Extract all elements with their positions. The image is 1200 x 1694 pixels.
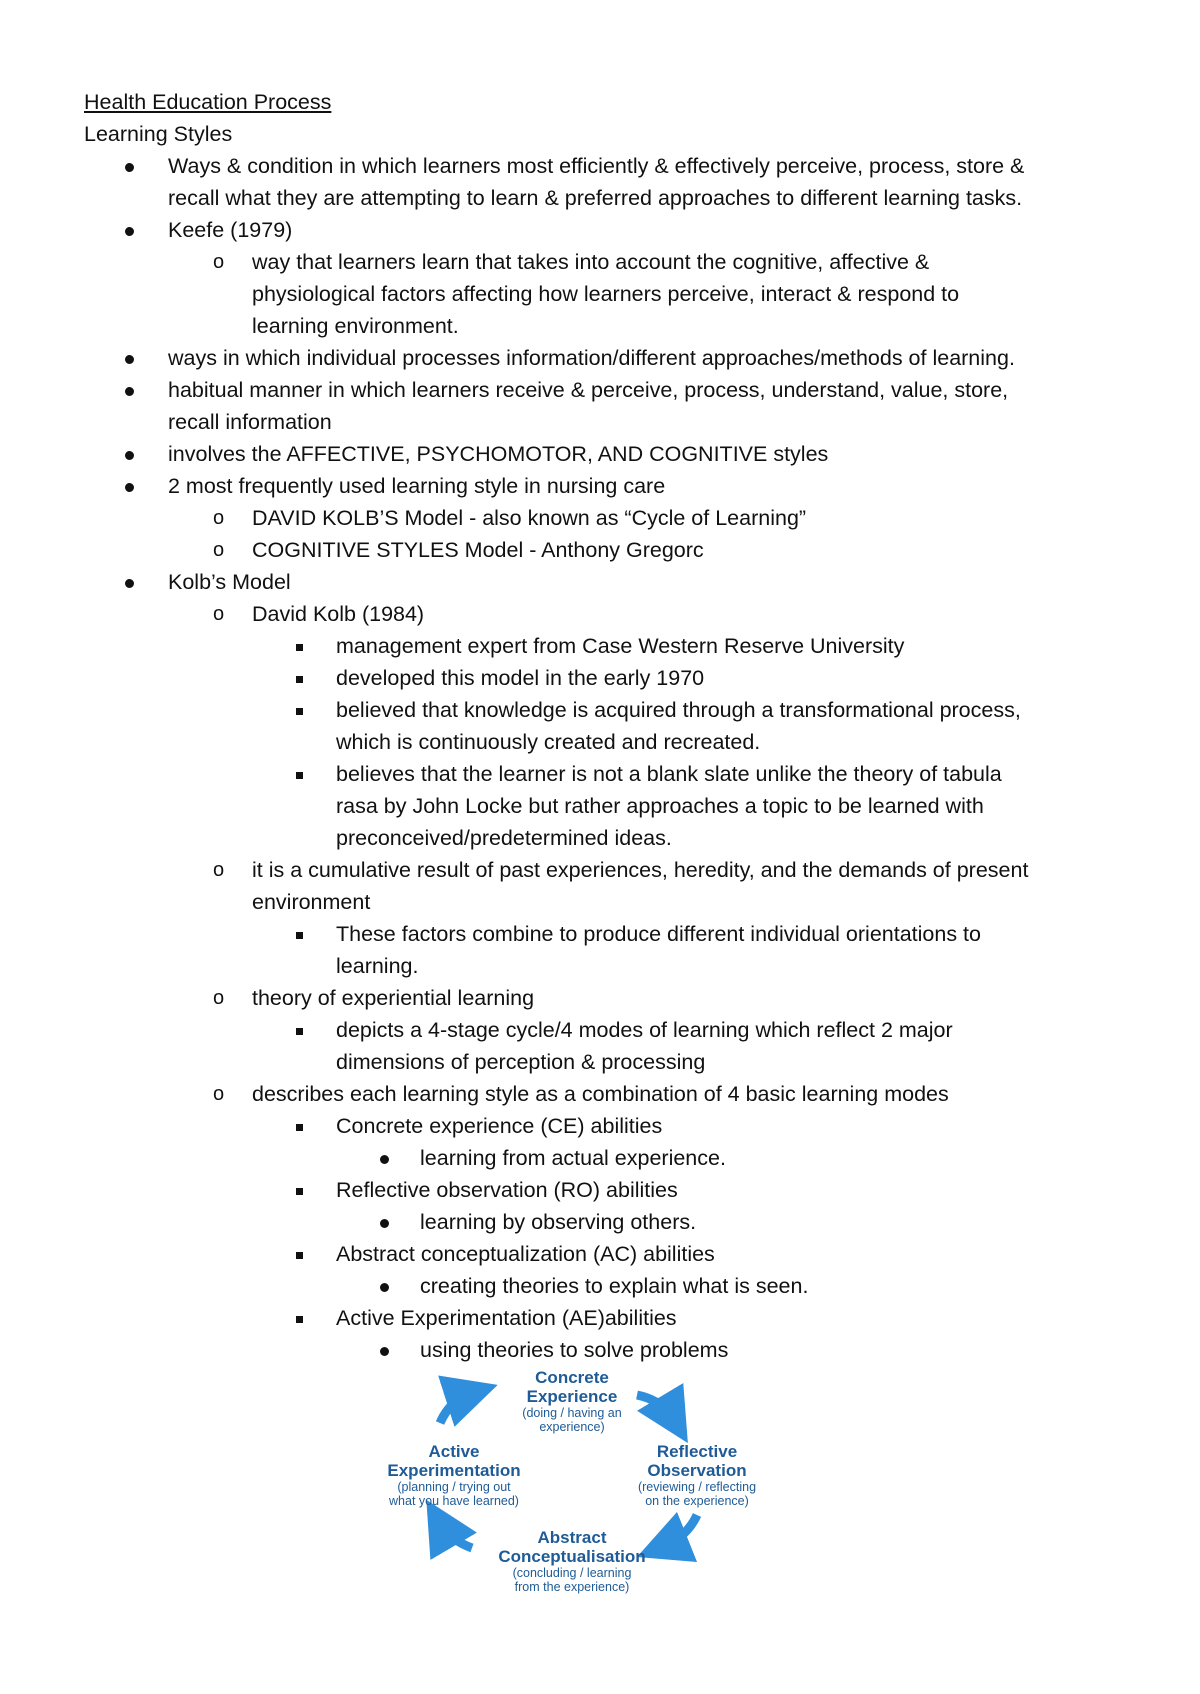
bullet-marker	[125, 566, 134, 598]
bullet-marker	[380, 1142, 389, 1174]
text-line: 2 most frequently used learning style in nursing care	[168, 474, 666, 498]
text-line: creating theories to explain what is seen.	[420, 1274, 809, 1298]
text-line: learning.	[336, 954, 419, 978]
reflective-title-1: Reflective	[656, 1442, 738, 1461]
reflective-sub-1: (reviewing / reflecting	[637, 1480, 757, 1494]
kolb-cycle-diagram	[362, 1365, 778, 1605]
square-bullet-marker	[296, 1110, 303, 1142]
active-sub-1: (planning / trying out	[397, 1480, 511, 1494]
text-line: learning by observing others.	[420, 1210, 697, 1234]
square-bullet-marker	[296, 1174, 303, 1206]
sub-bullet-marker: o	[213, 859, 225, 881]
text-line: Abstract conceptualization (AC) abilities	[336, 1242, 715, 1266]
text-line: preconceived/predetermined ideas.	[336, 826, 672, 850]
sub-bullet-marker: o	[213, 507, 225, 529]
concrete-title-1: Concrete	[535, 1368, 609, 1387]
text-line: ways in which individual processes information/different approaches/methods of learning.	[168, 346, 1015, 370]
concrete-sub-2: experience)	[539, 1420, 605, 1434]
text-line: Kolb’s Model	[168, 570, 291, 594]
bullet-marker	[125, 150, 134, 182]
bullet-marker	[125, 214, 134, 246]
sub-bullet-marker: o	[213, 1083, 225, 1105]
sub-bullet-marker: o	[213, 251, 225, 273]
sub-bullet-marker: o	[213, 539, 225, 561]
abstract-title-1: Abstract	[537, 1528, 607, 1547]
arrow-icon	[637, 1395, 674, 1420]
text-line: Ways & condition in which learners most efficiently & effectively perceive, process, store &	[168, 154, 1025, 178]
reflective-sub-2: on the experience)	[645, 1494, 749, 1508]
square-bullet-marker	[296, 1238, 303, 1270]
text-line: believed that knowledge is acquired through a transformational process,	[336, 698, 1021, 722]
square-bullet-marker	[296, 918, 303, 950]
text-line: describes each learning style as a combination of 4 basic learning modes	[252, 1082, 949, 1106]
concrete-title-2: Experience	[526, 1387, 618, 1406]
sub-bullet-marker: o	[213, 987, 225, 1009]
square-bullet-marker	[296, 1014, 303, 1046]
doc-subtitle: Learning Styles	[84, 122, 233, 146]
square-bullet-marker	[296, 758, 303, 790]
text-line: David Kolb (1984)	[252, 602, 425, 626]
text-line: management expert from Case Western Reserve University	[336, 634, 905, 658]
arrow-icon	[440, 1523, 472, 1548]
reflective-title-2: Observation	[647, 1461, 747, 1480]
active-sub-2: what you have learned)	[389, 1494, 519, 1508]
bullet-marker	[125, 470, 134, 502]
text-line: using theories to solve problems	[420, 1338, 729, 1362]
text-line: environment	[252, 890, 371, 914]
arrow-icon	[662, 1515, 697, 1547]
text-line: habitual manner in which learners receive & perceive, process, understand, value, store,	[168, 378, 1009, 402]
text-line: involves the AFFECTIVE, PSYCHOMOTOR, AND COGNITIVE styles	[168, 442, 829, 466]
bullet-marker	[125, 342, 134, 374]
text-line: physiological factors affecting how learners perceive, interact & respond to	[252, 282, 960, 306]
bullet-marker	[125, 374, 134, 406]
bullet-marker	[380, 1270, 389, 1302]
concrete-sub-1: (doing / having an	[522, 1406, 622, 1420]
abstract-sub-2: from the experience)	[514, 1580, 630, 1594]
text-line: theory of experiential learning	[252, 986, 535, 1010]
abstract-sub-1: (concluding / learning	[512, 1566, 632, 1580]
square-bullet-marker	[296, 630, 303, 662]
text-line: Reflective observation (RO) abilities	[336, 1178, 678, 1202]
text-line: which is continuously created and recreated.	[336, 730, 761, 754]
arrow-icon	[440, 1393, 472, 1423]
text-line: recall information	[168, 410, 332, 434]
square-bullet-marker	[296, 694, 303, 726]
text-line: dimensions of perception & processing	[336, 1050, 706, 1074]
active-title-2: Experimentation	[387, 1461, 521, 1480]
text-line: COGNITIVE STYLES Model - Anthony Gregorc	[252, 538, 704, 562]
text-line: Active Experimentation (AE)abilities	[336, 1306, 677, 1330]
text-line: learning from actual experience.	[420, 1146, 726, 1170]
text-line: depicts a 4-stage cycle/4 modes of learning which reflect 2 major	[336, 1018, 953, 1042]
square-bullet-marker	[296, 662, 303, 694]
text-line: developed this model in the early 1970	[336, 666, 705, 690]
text-line: believes that the learner is not a blank slate unlike the theory of tabula	[336, 762, 1002, 786]
text-line: rasa by John Locke but rather approaches a topic to be learned with	[336, 794, 984, 818]
text-line: Keefe (1979)	[168, 218, 293, 242]
text-line: These factors combine to produce different individual orientations to	[336, 922, 981, 946]
bullet-marker	[125, 438, 134, 470]
text-line: it is a cumulative result of past experiences, heredity, and the demands of present	[252, 858, 1029, 882]
abstract-title-2: Conceptualisation	[498, 1547, 646, 1566]
text-line: Concrete experience (CE) abilities	[336, 1114, 663, 1138]
text-line: learning environment.	[252, 314, 459, 338]
bullet-marker	[380, 1206, 389, 1238]
bullet-marker	[380, 1334, 389, 1366]
doc-title: Health Education Process	[84, 90, 332, 114]
text-line: way that learners learn that takes into account the cognitive, affective &	[252, 250, 930, 274]
active-title-1: Active	[428, 1442, 480, 1461]
square-bullet-marker	[296, 1302, 303, 1334]
text-line: recall what they are attempting to learn & preferred approaches to different learning tasks.	[168, 186, 1023, 210]
text-line: DAVID KOLB’S Model - also known as “Cycle of Learning”	[252, 506, 807, 530]
sub-bullet-marker: o	[213, 603, 225, 625]
